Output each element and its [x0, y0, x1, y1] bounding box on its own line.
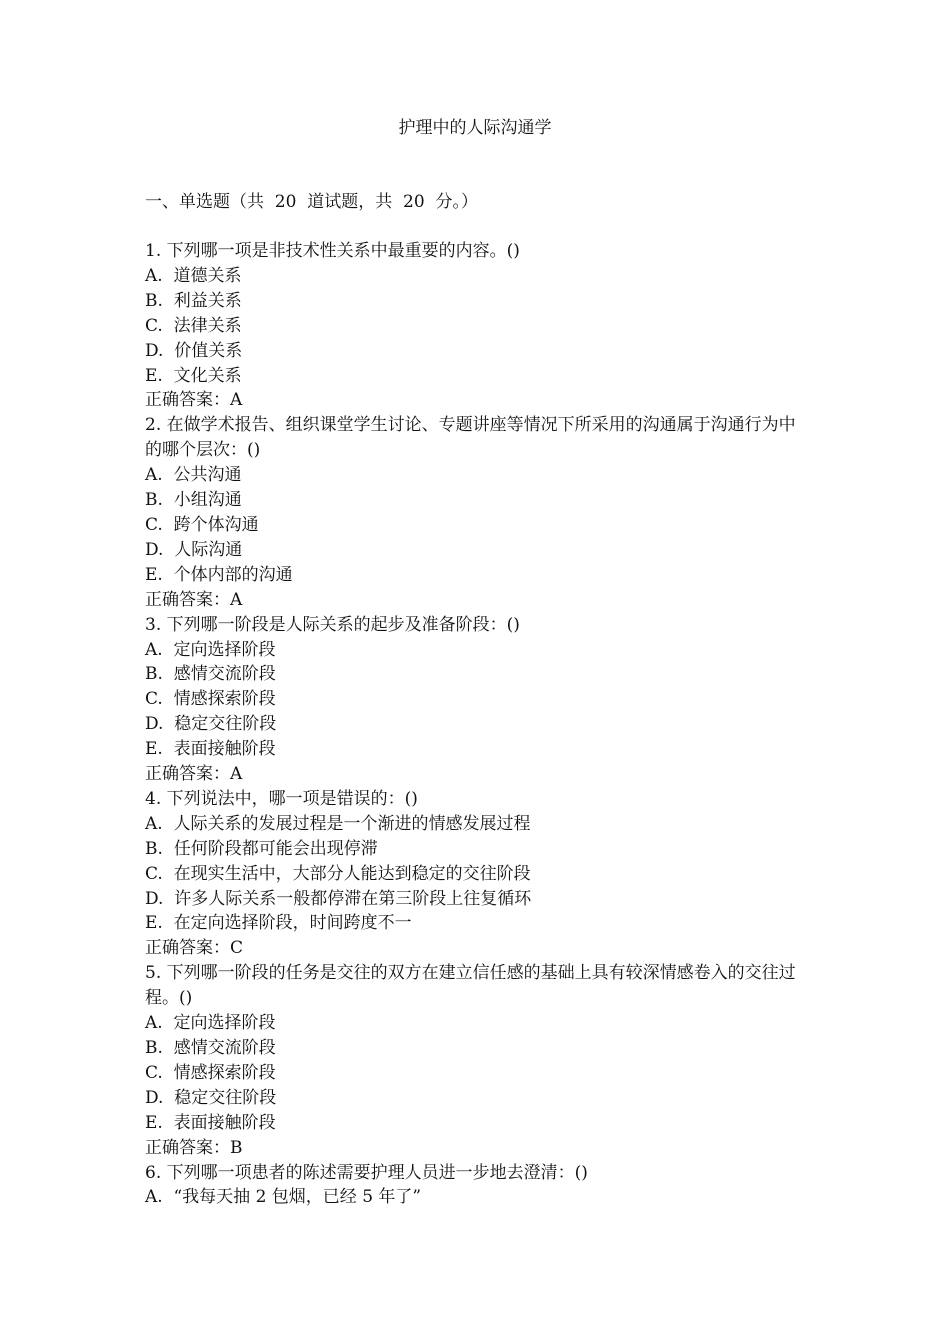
question-stem: 3. 下列哪一阶段是人际关系的起步及准备阶段：(): [145, 614, 520, 635]
answer-option: B. 小组沟通: [145, 490, 242, 511]
answer-option: D. 稳定交往阶段: [145, 1087, 277, 1108]
answer-option: D. 人际沟通: [145, 539, 243, 560]
answer-option: A. 人际关系的发展过程是一个渐进的情感发展过程: [145, 813, 531, 834]
answer-option: C. 跨个体沟通: [145, 514, 259, 535]
answer-option: C. 在现实生活中，大部分人能达到稳定的交往阶段: [145, 863, 531, 884]
document-title: 护理中的人际沟通学: [398, 118, 552, 138]
question-block: [145, 613, 810, 787]
answer-option: C. 情感探索阶段: [145, 689, 276, 710]
correct-answer: 正确答案：C: [145, 938, 244, 959]
answer-option: A. “我每天抽 2 包烟，已经 5 年了”: [145, 1187, 422, 1208]
question-stem: 4. 下列说法中，哪一项是错误的：(): [145, 788, 418, 809]
answer-option: E. 文化关系: [145, 365, 242, 386]
question-stem: 5. 下列哪一阶段的任务是交往的双方在建立信任感的基础上具有较深情感卷入的交往过程。(): [145, 963, 796, 1009]
answer-option: D. 稳定交往阶段: [145, 714, 277, 735]
answer-option: E. 在定向选择阶段，时间跨度不一: [145, 913, 412, 934]
correct-answer: 正确答案：B: [145, 1137, 243, 1158]
question-stem: 6. 下列哪一项患者的陈述需要护理人员进一步地去澄清：(): [145, 1162, 588, 1183]
answer-option: C. 情感探索阶段: [145, 1062, 276, 1083]
question-list: [145, 239, 810, 1210]
question-stem: 1. 下列哪一项是非技术性关系中最重要的内容。(): [145, 241, 520, 261]
answer-option: B. 任何阶段都可能会出现停滞: [145, 838, 378, 859]
question-block: [145, 413, 810, 612]
answer-option: A. 道德关系: [145, 265, 242, 286]
question-stem: 2. 在做学术报告、组织课堂学生讨论、专题讲座等情况下所采用的沟通属于沟通行为中的哪个层次：(): [145, 415, 796, 461]
answer-option: E. 表面接触阶段: [145, 1112, 276, 1133]
correct-answer: 正确答案：A: [145, 764, 243, 785]
answer-option: B. 感情交流阶段: [145, 1038, 276, 1058]
answer-option: A. 定向选择阶段: [145, 639, 276, 660]
question-block: [145, 1161, 810, 1211]
answer-option: B. 利益关系: [145, 290, 242, 311]
correct-answer: 正确答案：A: [145, 390, 243, 411]
answer-option: E. 表面接触阶段: [145, 739, 276, 760]
section-heading: 一、单选题（共 20 道试题，共 20 分。）: [145, 192, 478, 212]
answer-option: A. 公共沟通: [145, 465, 242, 486]
answer-option: A. 定向选择阶段: [145, 1013, 276, 1034]
answer-option: E. 个体内部的沟通: [145, 564, 293, 585]
answer-option: D. 价值关系: [145, 340, 243, 361]
question-block: [145, 961, 810, 1160]
question-block: [145, 239, 810, 413]
answer-option: D. 许多人际关系一般都停滞在第三阶段上往复循环: [145, 888, 532, 909]
answer-option: B. 感情交流阶段: [145, 664, 276, 685]
correct-answer: 正确答案：A: [145, 589, 243, 610]
answer-option: C. 法律关系: [145, 315, 242, 336]
question-block: [145, 787, 810, 961]
